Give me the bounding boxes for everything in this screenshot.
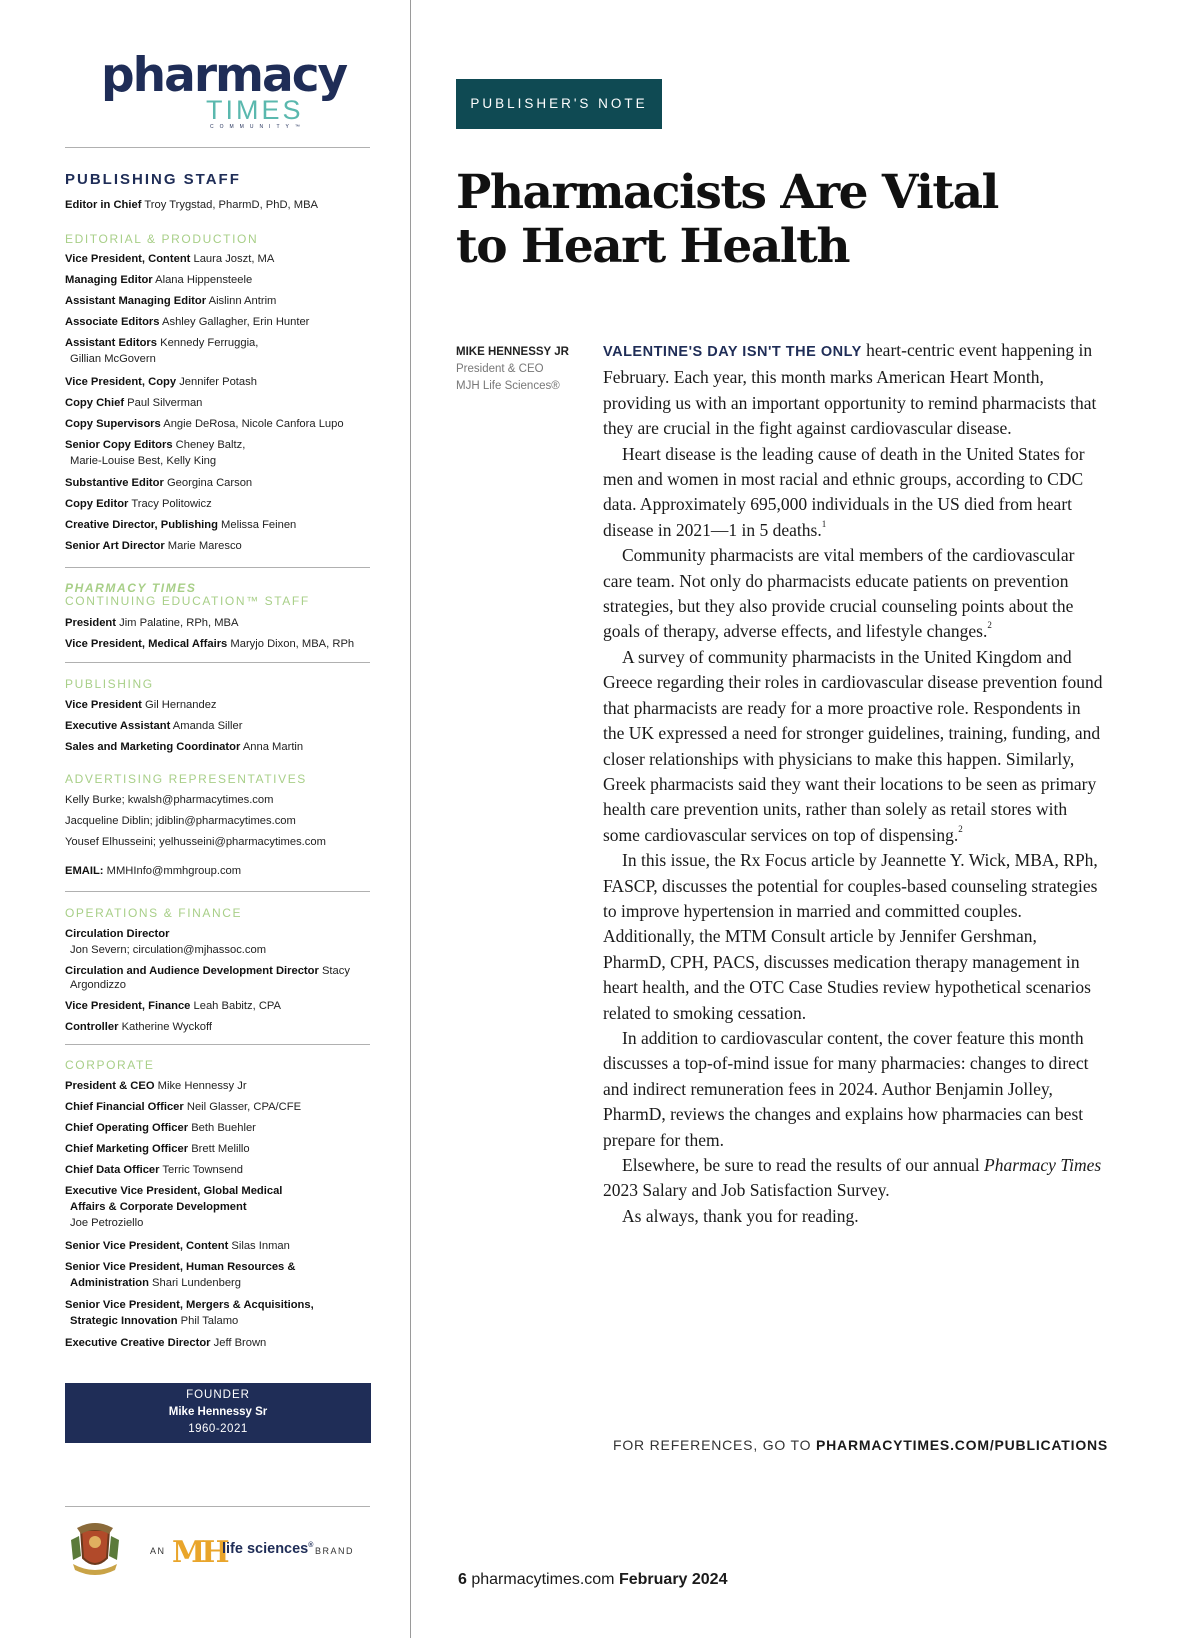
section-heading-operations: OPERATIONS & FINANCE — [65, 906, 243, 920]
paragraph: A survey of community pharmacists in the United Kingdom and Greece regarding their roles in cardiovascular disease prevention found that pharmacists are ready for a more proactive role. Respondents in the UK expressed a need for stronger guidelines, training, funding, and closer relationships with physicians to make this happen. Similarly, Greek pharmacists said they want their locations to be seen as primary health care prevention units, rather than solely as retail stores with some cardiovascular services on top of dispensing.$^2$ — [603, 646, 1103, 845]
divider — [65, 147, 370, 148]
byline-author: MIKE HENNESSY JR — [456, 346, 569, 358]
paragraph: Heart disease is the leading cause of death in the United States for men and women in most racial and ethnic groups, according to CDC data. Approximately 695,000 individuals in the US died from heart disease in 2021—1 in 5 deaths.$^1$ — [603, 443, 1085, 540]
section-heading-corporate: CORPORATE — [65, 1058, 155, 1072]
article-body — [603, 338, 1103, 1229]
staff-entry: Vice President, Copy Jennifer Potash — [65, 376, 257, 388]
page-number: 6 — [458, 1571, 467, 1588]
logo-word-pharmacy: pharmacy — [101, 48, 347, 103]
section-heading-publishing: PUBLISHING — [65, 677, 154, 691]
staff-entry: Senior Art Director Marie Maresco — [65, 540, 242, 552]
byline — [456, 344, 586, 395]
section-heading-ce: PHARMACY TIMES CONTINUING EDUCATION™ STAFF — [65, 581, 310, 608]
staff-entry: Executive Creative Director Jeff Brown — [65, 1337, 267, 1349]
staff-entry: Chief Operating Officer Beth Buehler — [65, 1122, 256, 1134]
byline-org: MJH Life Sciences® — [456, 380, 560, 392]
staff-heading: PUBLISHING STAFF — [65, 171, 241, 188]
footer-issue: February 2024 — [618, 1571, 728, 1588]
founder-box — [65, 1383, 371, 1443]
staff-entry: Assistant Editors Kennedy Ferruggia, Gillian McGovern — [65, 337, 259, 365]
byline-title: President & CEO — [456, 363, 544, 375]
staff-entry: Associate Editors Ashley Gallagher, Erin Hunter — [65, 316, 310, 328]
staff-entry: Circulation and Audience Development Director Stacy Argondizzo — [65, 965, 350, 991]
staff-entry: President & CEO Mike Hennessy Jr — [65, 1080, 247, 1092]
staff-entry: Assistant Managing Editor Aislinn Antrim — [65, 295, 277, 307]
founder-years: 1960-2021 — [188, 1423, 248, 1435]
section-badge: PUBLISHER'S NOTE — [456, 79, 662, 129]
divider — [65, 567, 370, 568]
divider — [65, 1044, 370, 1045]
pharmacy-times-logo — [65, 48, 370, 134]
paragraph: Elsewhere, be sure to read the results of our annual Pharmacy Times 2023 Salary and Job Satisfaction Survey. — [603, 1155, 1102, 1201]
staff-entry: Editor in Chief Troy Trygstad, PharmD, PhD, MBA — [65, 199, 319, 211]
founder-label: FOUNDER — [186, 1389, 250, 1401]
logo-word-times: TIMES — [206, 95, 304, 125]
staff-entry: Circulation Director Jon Severn; circulation@mjhassoc.com — [65, 928, 267, 956]
staff-entry: Vice President, Finance Leah Babitz, CPA — [65, 1000, 281, 1012]
divider — [65, 662, 370, 663]
footer-site: pharmacytimes.com — [471, 1571, 615, 1588]
staff-entry: Sales and Marketing Coordinator Anna Martin — [65, 741, 304, 753]
founder-name: Mike Hennessy Sr — [168, 1406, 268, 1418]
staff-entry: Vice President, Content Laura Joszt, MA — [65, 253, 275, 265]
staff-entry: Controller Katherine Wyckoff — [65, 1021, 213, 1033]
staff-entry: Executive Vice President, Global Medical Affairs & Corporate Development Joe Petroziello — [65, 1185, 283, 1229]
contact-email: EMAIL: MMHInfo@mmhgroup.com — [65, 865, 242, 877]
ad-rep: Kelly Burke; kwalsh@pharmacytimes.com — [65, 794, 274, 806]
staff-entry: Copy Editor Tracy Politowicz — [65, 498, 212, 510]
staff-entry: Substantive Editor Georgina Carson — [65, 477, 253, 489]
staff-entry: Copy Supervisors Angie DeRosa, Nicole Canfora Lupo — [65, 418, 344, 430]
paragraph: Community pharmacists are vital members of the cardiovascular care team. Not only do pharmacists educate patients on prevention strategies, but they also provide crucial counseling points about the goals of therapy, adverse effects, and lifestyle changes.$^2$ — [603, 545, 1075, 642]
staff-entry: Executive Assistant Amanda Siller — [65, 720, 243, 732]
page-footer — [458, 1571, 727, 1589]
staff-entry: Chief Marketing Officer Brett Melillo — [65, 1143, 250, 1155]
paragraph: VALENTINE'S DAY ISN'T THE ONLY heart-centric event happening in February. Each year, this month marks American Heart Month, providing us with an important opportunity to remind pharmacists that they are crucial in the fight against cardiovascular disease. — [603, 340, 1097, 439]
staff-entry: Senior Vice President, Human Resources & Administration Shari Lundenberg — [65, 1261, 296, 1289]
staff-entry: Managing Editor Alana Hippensteele — [65, 274, 253, 286]
paragraph: In addition to cardiovascular content, the cover feature this month discusses a top-of-mind issue for many pharmacies: changes to direct and indirect remuneration fees in 2024. Author Benjamin Jolley, PharmD, reviews the changes and explains how pharmacies can best prepare for them. — [603, 1027, 1089, 1150]
staff-entry: Chief Financial Officer Neil Glasser, CPA/CFE — [65, 1101, 302, 1113]
divider — [65, 1506, 370, 1507]
paragraph: As always, thank you for reading. — [622, 1205, 859, 1226]
crest-icon — [67, 1520, 123, 1580]
ad-rep: Yousef Elhusseini; yelhusseini@pharmacytimes.com — [65, 836, 326, 848]
staff-entry: Senior Vice President, Content Silas Inman — [65, 1240, 290, 1252]
staff-entry: Senior Copy Editors Cheney Baltz, Marie-Louise Best, Kelly King — [65, 439, 246, 467]
masthead-sidebar: pharmacy TIMES COMMUNITY™ PUBLISHING STAFF Editor in Chief Troy Trygstad, PharmD, PhD, MBA EDITORIAL & PRODUCTION Vice President, Content Laura Joszt, MA Managing Editor Alana Hippensteele Assistant Managing Editor Aislinn Antrim Associate Editors Ashley Gallagher, Erin Hunter Assistant Editors Kennedy Ferruggia, Gillian McGovern Vice President, Copy Jennifer Potash Copy Chief Paul Silverman Copy Supervisors Angie DeRosa, Nicole Canfora Lupo Senior Copy Editors Cheney Baltz, Marie-Louise Best, Kelly King Substantive Editor Georgina Carson Copy Editor Tracy Politowicz Creative Director, Publishing Melissa Feinen Senior Art Director Marie Maresco PHARMACY TIMES CONTINUING EDUCATION™ STAFF President Jim Palatine, RPh, MBA Vice President, Medical Affairs Maryjo Dixon, MBA, RPh PUBLISHING Vice President Gil Hernandez Executive Assistant Amanda Siller Sales and Marketing Coordinator Anna Martin ADVERTISING REPRESENTATIVES Kelly Burke; kwalsh@pharmacytimes.com Jacqueline Diblin; jdiblin@pharmacytimes.com Yousef Elhusseini; yelhusseini@pharmacytimes.com EMAIL: MMHInfo@mmhgroup.com OPERATIONS & FINANCE Circulation Director Jon Severn; circulation@mjhassoc.com Circulation and Audience Development Director Stacy Argondizzo Vice President, Finance Leah Babitz, CPA Controller Katherine Wyckoff CORPORATE President & CEO Mike Hennessy Jr Chief Financial Officer Neil Glasser, CPA/CFE Chief Operating Officer Beth Buehler Chief Marketing Officer Brett Melillo Chief Data Officer Terric Townsend Executive Vice President, Global Medical Affairs & Corporate Development Joe Petroziello Senior Vice President, Content Silas Inman Senior Vice President, Human Resources & Administration Shari Lundenberg Senior Vice President, Mergers & Acquisitions, Strategic Innovation Phil Talamo Executive Creative Director Jeff Brown FOUNDER Mike Hennessy Sr 1960-2021 AN MH life sciences® BRAND — [0, 0, 410, 1638]
staff-entry: Vice President Gil Hernandez — [65, 699, 217, 711]
section-heading-editorial: EDITORIAL & PRODUCTION — [65, 232, 259, 246]
column-divider — [410, 0, 411, 1638]
article-title: Pharmacists Are Vital to Heart Health — [456, 165, 998, 274]
section-heading-advertising: ADVERTISING REPRESENTATIVES — [65, 772, 307, 786]
ad-rep: Jacqueline Diblin; jdiblin@pharmacytimes.com — [65, 815, 296, 827]
staff-entry: Vice President, Medical Affairs Maryjo Dixon, MBA, RPh — [65, 638, 355, 650]
mh-logo-icon: MH — [172, 1535, 226, 1570]
staff-entry: Copy Chief Paul Silverman — [65, 397, 203, 409]
staff-entry: Chief Data Officer Terric Townsend — [65, 1164, 244, 1176]
paragraph: In this issue, the Rx Focus article by Jeannette Y. Wick, MBA, RPh, FASCP, discusses the potential for couples-based counseling strategies to improve hypertension in married and committed couples. Additionally, the MTM Consult article by Jennifer Gershman, PharmD, CPH, PACS, discusses medication therapy management in heart health, and the OTC Case Studies review hypothetical scenarios related to smoking cessation. — [603, 850, 1098, 1023]
references-note: FOR REFERENCES, GO TO PHARMACYTIMES.COM/PUBLICATIONS — [613, 1437, 1109, 1453]
references-link[interactable]: PHARMACYTIMES.COM/PUBLICATIONS — [816, 1437, 1109, 1453]
staff-entry: President Jim Palatine, RPh, MBA — [65, 617, 239, 629]
logo-word-community: COMMUNITY™ — [210, 124, 306, 130]
divider — [65, 891, 370, 892]
staff-entry: Creative Director, Publishing Melissa Feinen — [65, 519, 297, 531]
staff-entry: Senior Vice President, Mergers & Acquisitions, Strategic Innovation Phil Talamo — [65, 1299, 314, 1327]
